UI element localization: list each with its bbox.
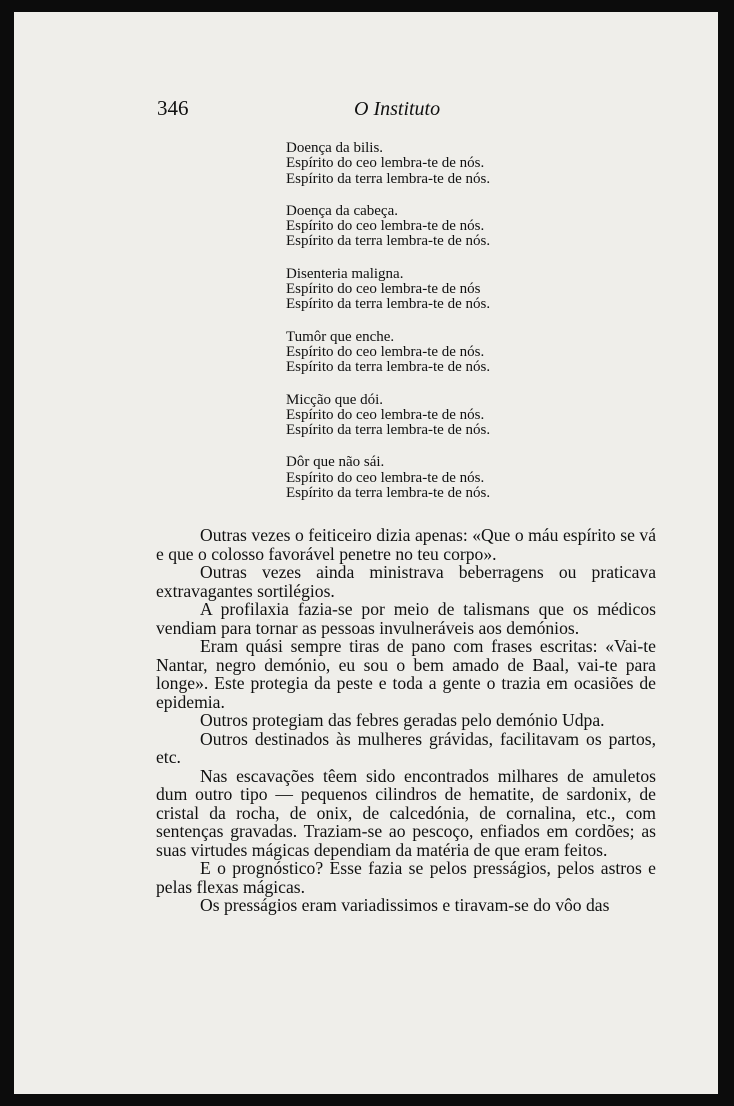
stanza-line: Espírito do ceo lembra-te de nós. [286, 155, 485, 172]
paragraph: Eram quási sempre tiras de pano com frases escritas: «Vai-te Nantar, negro demónio, eu sou o bem amado de Baal, vai-te para longe». Este protegia da peste e toda a gente o trazia em ocasiões de epidemia. [156, 636, 656, 712]
incantation-stanza [286, 204, 616, 250]
stanza-line: Disenteria maligna. [286, 265, 404, 282]
page-number: 346 [157, 96, 189, 120]
body-text [156, 526, 656, 915]
paragraph: Outras vezes o feiticeiro dizia apenas: «Que o máu espírito se vá e que o colosso favorável penetre no teu corpo». [156, 525, 656, 564]
incantation-stanza [286, 393, 616, 439]
stanza-line: Espírito da terra lembra-te de nós. [286, 485, 491, 502]
stanza-line: Espírito da terra lembra-te de nós. [286, 422, 491, 439]
paragraph: Os presságios eram variadissimos e tiravam-se do vôo das [200, 895, 610, 915]
stanza-line: Dôr que não sái. [286, 454, 385, 471]
book-page [14, 12, 718, 1094]
incantation-stanza [286, 330, 616, 376]
paragraph: Nas escavações têem sido encontrados milhares de amuletos dum outro tipo — pequenos cilindros de hematite, de sardonix, de cristal da rocha, de onix, de calcedónia, de cornalina, etc., com sentenças gravadas. Traziam-se ao pescoço, enfiados em cordões; as suas virtudes mágicas dependiam da matéria de que eram feitos. [156, 765, 656, 860]
stanza-line: Micção que dói. [286, 391, 384, 408]
stanza-line: Espírito da terra lembra-te de nós. [286, 296, 491, 313]
paragraph: Outros destinados às mulheres grávidas, facilitavam os partos, etc. [156, 728, 656, 767]
stanza-line: Doença da cabeça. [286, 202, 399, 219]
stanza-line: Espírito do ceo lembra-te de nós. [286, 218, 485, 235]
stanza-line: Doença da bilis. [286, 140, 384, 156]
stanza-line: Espírito do ceo lembra-te de nós. [286, 343, 485, 360]
stanza-line: Espírito da terra lembra-te de nós. [286, 359, 491, 376]
incantation-stanza [286, 267, 616, 313]
paragraph: Outros protegiam das febres geradas pelo demónio Udpa. [200, 710, 605, 730]
stanza-line: Espírito do ceo lembra-te de nós. [286, 469, 485, 486]
incantation-stanza [286, 141, 616, 187]
stanza-line: Espírito da terra lembra-te de nós. [286, 233, 491, 250]
stanza-line: Espírito do ceo lembra-te de nós. [286, 406, 485, 423]
stanza-line: Espírito da terra lembra-te de nós. [286, 170, 491, 187]
stanza-line: Espírito do ceo lembra-te de nós [286, 281, 481, 298]
paragraph: Outras vezes ainda ministrava beberragens ou praticava extravagantes sortilégios. [156, 562, 656, 601]
running-title: O Instituto [354, 98, 441, 120]
incantation-stanza [286, 455, 616, 501]
paragraph: E o prognóstico? Esse fazia se pelos presságios, pelos astros e pelas flexas mágicas. [156, 858, 656, 897]
incantation-list [286, 141, 616, 518]
paragraph: A profilaxia fazia-se por meio de talismans que os médicos vendiam para tornar as pessoas invulneráveis aos demónios. [156, 599, 656, 638]
page-header [157, 88, 637, 128]
stanza-line: Tumôr que enche. [286, 328, 395, 345]
